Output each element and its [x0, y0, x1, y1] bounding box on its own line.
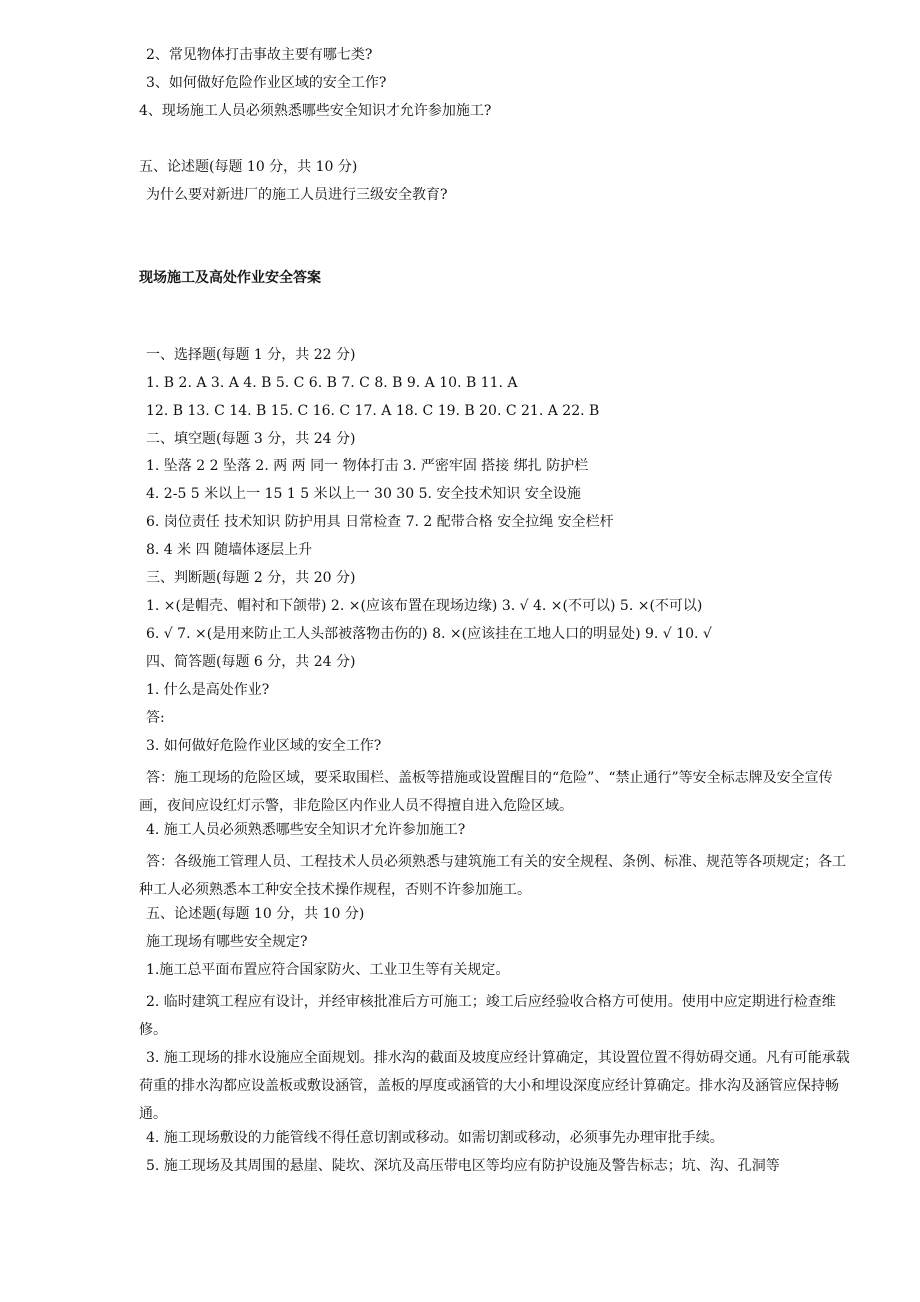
judge-heading: 三、判断题(每题 2 分，共 20 分) [146, 570, 356, 586]
fill-answers-line-4: 8. 4 米 四 随墙体逐层上升 [146, 542, 313, 558]
judge-answers-line-2: 6. √ 7. ×(是用来防止工人头部被落物击伤的) 8. ×(应该挂在工地人口的明显处) 9. √ 10. √ [146, 626, 712, 642]
question-3: 3、如何做好危险作业区域的安全工作? [146, 75, 387, 91]
fill-answers-line-3: 6. 岗位责任 技术知识 防护用具 日常检查 7. 2 配带合格 安全拉绳 安全栏杆 [146, 514, 614, 530]
choice-heading: 一、选择题(每题 1 分，共 22 分) [146, 347, 356, 363]
question-2: 2、常见物体打击事故主要有哪七类? [146, 47, 373, 63]
short-answer-heading: 四、简答题(每题 6 分，共 24 分) [146, 654, 356, 670]
short-question-1: 1. 什么是高处作业? [146, 682, 270, 698]
fill-heading: 二、填空题(每题 3 分，共 24 分) [146, 431, 356, 447]
short-question-3: 3. 如何做好危险作业区域的安全工作? [146, 738, 382, 754]
essay-item-5: 5. 施工现场及其周围的悬崖、陡坎、深坑及高压带电区等均应有防护设施及警告标志；坑、沟、孔洞等 [146, 1158, 780, 1174]
essay-item-2: 2. 临时建筑工程应有设计，并经审核批准后方可施工；竣工后应经验收合格方可使用。使用中应定期进行检查维修。 [139, 994, 836, 1038]
short-question-4: 4. 施工人员必须熟悉哪些安全知识才允许参加施工? [146, 822, 466, 838]
fill-answers-line-1: 1. 坠落 2 2 坠落 2. 两 两 同一 物体打击 3. 严密牢固 搭接 绑扎 防护栏 [146, 458, 589, 474]
essay-item-1: 1.施工总平面布置应符合国家防火、工业卫生等有关规定。 [146, 962, 510, 978]
short-answer-3: 答：施工现场的危险区域，要采取围栏、盖板等措施或设置醒目的“危险”、“禁止通行”等安全标志牌及安全宣传画，夜间应设红灯示警，非危险区内作业人员不得擅自进入危险区域。 [139, 770, 833, 814]
short-answer-4: 答：各级施工管理人员、工程技术人员必须熟悉与建筑施工有关的安全规程、条例、标准、规范等各项规定；各工种工人必须熟悉本工种安全技术操作规程，否则不许参加施工。 [139, 854, 846, 898]
fill-answers-line-2: 4. 2-5 5 米以上一 15 1 5 米以上一 30 30 5. 安全技术知识 安全设施 [146, 486, 581, 502]
question-4: 4、现场施工人员必须熟悉哪些安全知识才允许参加施工? [139, 103, 492, 119]
choice-answers-line-1: 1. B 2. A 3. A 4. B 5. C 6. B 7. C 8. B 9. A 10. B 11. A [146, 375, 518, 391]
essay-answer-question: 施工现场有哪些安全规定? [146, 934, 308, 950]
choice-answers-line-2: 12. B 13. C 14. B 15. C 16. C 17. A 18. C 19. B 20. C 21. A 22. B [146, 403, 600, 419]
answer-title: 现场施工及高处作业安全答案 [139, 270, 321, 286]
essay-heading: 五、论述题(每题 10 分，共 10 分) [139, 159, 358, 175]
judge-answers-line-1: 1. ×(是帽壳、帽衬和下颌带) 2. ×(应该布置在现场边缘) 3. √ 4. ×(不可以) 5. ×(不可以) [146, 598, 703, 614]
essay-answer-heading: 五、论述题(每题 10 分，共 10 分) [146, 906, 365, 922]
short-answer-1: 答: [146, 710, 165, 726]
essay-item-3: 3. 施工现场的排水设施应全面规划。排水沟的截面及坡度应经计算确定，其设置位置不得妨碍交通。凡有可能承载荷重的排水沟都应设盖板或敷设涵管，盖板的厚度或涵管的大小和埋设深度应经计算确定。排水沟及涵管应保持畅通。 [139, 1050, 850, 1122]
essay-item-4: 4. 施工现场敷设的力能管线不得任意切割或移动。如需切割或移动，必须事先办理审批手续。 [146, 1130, 724, 1146]
essay-question: 为什么要对新进厂的施工人员进行三级安全教育? [146, 187, 448, 203]
